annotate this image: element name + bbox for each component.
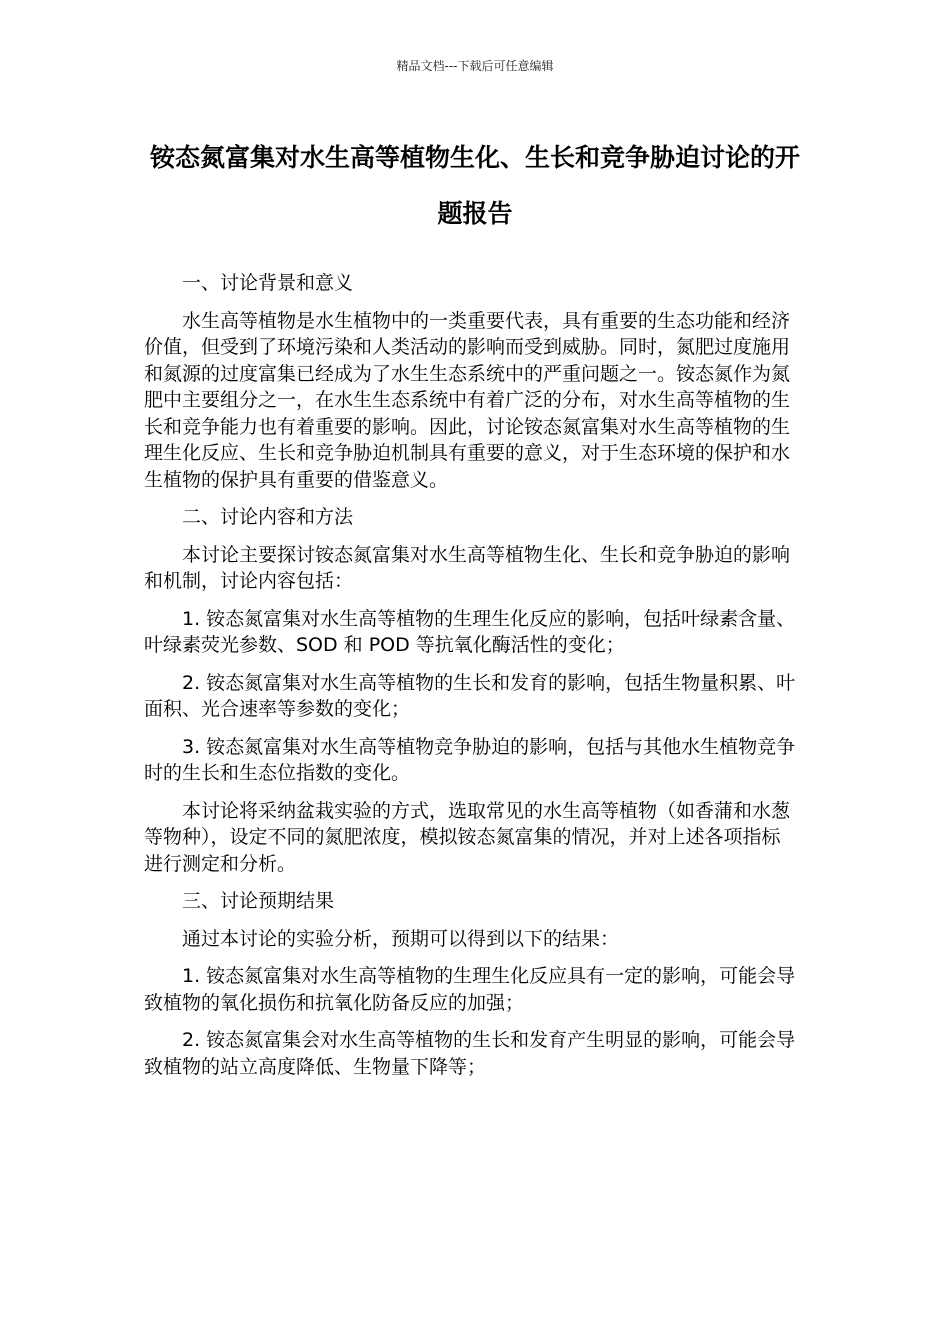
list-item-result-1: 1. 铵态氮富集对水生高等植物的生理生化反应具有一定的影响，可能会导致植物的氧化损伤和抗氧化防备反应的加强； [144, 965, 796, 1014]
section-heading-expected-results: 三、讨论预期结果 [182, 890, 335, 912]
header-note: 精品文档---下载后可任意编辑 [396, 59, 554, 73]
document-title: 铵态氮富集对水生高等植物生化、生长和竞争胁迫讨论的开题报告 [149, 143, 800, 228]
list-item-content-3: 3. 铵态氮富集对水生高等植物竞争胁迫的影响，包括与其他水生植物竞争时的生长和生态位指数的变化。 [144, 735, 796, 784]
paragraph-results-intro: 通过本讨论的实验分析，预期可以得到以下的结果： [182, 927, 620, 950]
list-item-result-2: 2. 铵态氮富集会对水生高等植物的生长和发育产生明显的影响，可能会导致植物的站立高度降低、生物量下降等； [144, 1029, 796, 1078]
section-heading-content-methods: 二、讨论内容和方法 [182, 506, 354, 528]
paragraph-background: 水生高等植物是水生植物中的一类重要代表，具有重要的生态功能和经济价值，但受到了环境污染和人类活动的影响而受到威胁。同时，氮肥过度施用和氮源的过度富集已经成为了水生生态系统中的严重问题之一。铵态氮作为氮肥中主要组分之一，在水生生态系统中有着广泛的分布，对水生高等植物的生长和竞争能力也有着重要的影响。因此，讨论铵态氮富集对水生高等植物的生理生化反应、生长和竞争胁迫机制具有重要的意义，对于生态环境的保护和水生植物的保护具有重要的借鉴意义。 [144, 309, 791, 491]
section-heading-background: 一、讨论背景和意义 [182, 272, 354, 294]
paragraph-methods: 本讨论将采纳盆栽实验的方式，选取常见的水生高等植物（如香蒲和水葱等物种），设定不同的氮肥浓度，模拟铵态氮富集的情况，并对上述各项指标进行测定和分析。 [144, 799, 791, 875]
list-item-content-2: 2. 铵态氮富集对水生高等植物的生长和发育的影响，包括生物量积累、叶面积、光合速率等参数的变化； [144, 671, 796, 720]
document-body [144, 270, 798, 1091]
list-item-content-1: 1. 铵态氮富集对水生高等植物的生理生化反应的影响，包括叶绿素含量、叶绿素荧光参数、SOD 和 POD 等抗氧化酶活性的变化； [144, 607, 796, 656]
paragraph-content-intro: 本讨论主要探讨铵态氮富集对水生高等植物生化、生长和竞争胁迫的影响和机制，讨论内容包括： [144, 543, 791, 592]
